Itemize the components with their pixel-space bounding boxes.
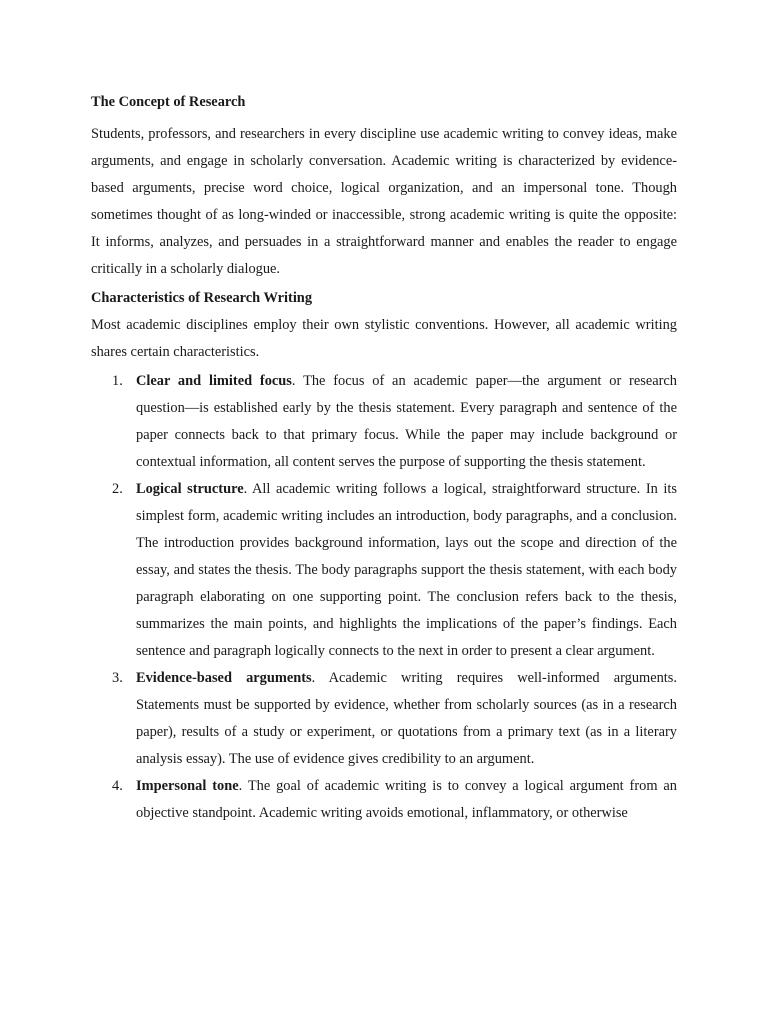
list-item-number: 1. [112, 373, 123, 389]
list-item-text: . The focus of an academic paper—the argument or research question—is established early by the thesis statement. Every paragraph and sentence of the paper connects back to that primary focus. While the paper may include background or contextual information, all content serves the purpose of supporting the thesis statement. [136, 373, 677, 470]
section-heading: Characteristics of Research Writing [91, 290, 313, 306]
list-item [91, 665, 677, 773]
list-item-text: . All academic writing follows a logical, straightforward structure. In its simplest form, academic writing includes an introduction, body paragraphs, and a conclusion. The introduction provides background information, lays out the scope and direction of the essay, and states the thesis. The body paragraphs support the thesis statement, with each body paragraph elaborating on one supporting point. The conclusion refers back to the thesis, summarizes the main points, and highlights the implications of the paper’s findings. Each sentence and paragraph logically connects to the next in order to present a clear argument. [136, 481, 677, 659]
list-item-term: Clear and limited focus [136, 373, 292, 389]
list-item-number: 3. [112, 670, 123, 686]
document-title: The Concept of Research [91, 94, 246, 110]
characteristics-list [91, 368, 677, 827]
list-item-number: 2. [112, 481, 123, 497]
list-item [91, 368, 677, 476]
list-item-term: Evidence-based arguments [136, 670, 312, 686]
list-item [91, 773, 677, 827]
document-body [91, 89, 677, 827]
section-paragraph: Most academic disciplines employ their own stylistic conventions. However, all academic writing shares certain characteristics. [91, 317, 677, 360]
intro-paragraph: Students, professors, and researchers in every discipline use academic writing to convey ideas, make arguments, and engage in scholarly conversation. Academic writing is characterized by evidence-based arguments, precise word choice, logical organization, and an impersonal tone. Though sometimes thought of as long-winded or inaccessible, strong academic writing is quite the opposite: It informs, analyzes, and persuades in a straightforward manner and enables the reader to engage critically in a scholarly dialogue. [91, 126, 677, 277]
list-item-term: Impersonal tone [136, 778, 239, 794]
list-item [91, 476, 677, 665]
list-item-text: . The goal of academic writing is to convey a logical argument from an objective standpoint. Academic writing avoids emotional, inflammatory, or otherwise [136, 778, 677, 821]
list-item-number: 4. [112, 778, 123, 794]
list-item-text: . Academic writing requires well-informed arguments. Statements must be supported by evidence, whether from scholarly sources (as in a research paper), results of a study or experiment, or quotations from a primary text (as in a literary analysis essay). The use of evidence gives credibility to an argument. [136, 670, 677, 767]
list-item-term: Logical structure [136, 481, 244, 497]
